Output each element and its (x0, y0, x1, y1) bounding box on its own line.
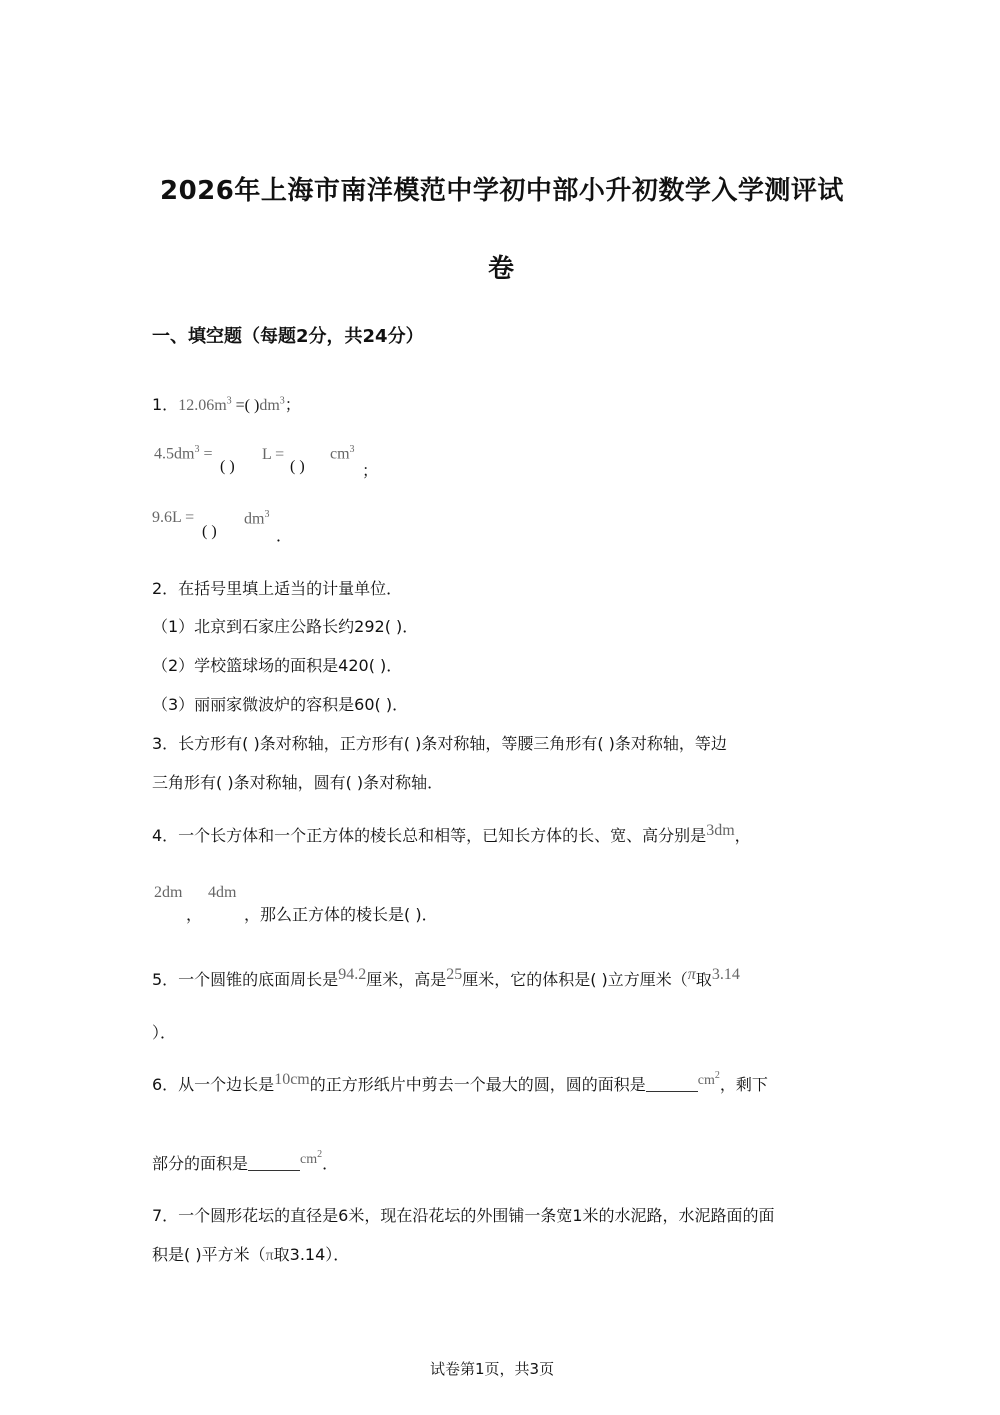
question-3-line-2: 三角形有( )条对称轴，圆有( )条对称轴． (152, 773, 444, 792)
q1b-unit-cm: $cm^3$ (330, 444, 355, 463)
question-4-line-2: ，那么正方体的棱长是( )． (244, 905, 438, 924)
math-value: 12.06m (178, 397, 227, 414)
section-heading-fill-in: 一、填空题（每题2分，共24分） (152, 326, 424, 347)
question-7-line-2: 积是( )平方米（π取3.14）． (152, 1245, 350, 1264)
q1b-unit-L: L = (262, 446, 285, 463)
q1b-punctuation: ； (362, 461, 379, 480)
q1b-blank-2: ( ) (290, 458, 305, 475)
pi-symbol: π (265, 1247, 274, 1264)
q1c-blank: ( ) (202, 523, 217, 540)
answer-blank: =( ) (231, 397, 260, 414)
q4-comma: ， (186, 905, 203, 924)
question-2-item: （1）北京到石家庄公路长约292( )． (152, 617, 419, 636)
question-number: 1． (152, 395, 179, 414)
question-1-part-a (152, 392, 301, 415)
question-4-line-1: 4．一个长方体和一个正方体的棱长总和相等，已知长方体的长、宽、高分别是3dm， (152, 822, 751, 845)
q4-value-3: 4dm (208, 884, 237, 901)
q4-value-2: 2dm (154, 884, 183, 901)
exponent: 3 (226, 395, 232, 407)
exponent: 3 (279, 395, 285, 407)
punctuation: ； (284, 395, 301, 414)
question-6-line-1: 6．从一个边长是10cm的正方形纸片中剪去一个最大的圆，圆的面积是 $cm^2$，剩下 (152, 1069, 768, 1094)
question-7-line-1: 7．一个圆形花坛的直径是6米，现在沿花坛的外围铺一条宽1米的水泥路，水泥路面的面 (152, 1206, 775, 1225)
question-2-item: （2）学校篮球场的面积是420( )． (152, 656, 403, 675)
math-unit: dm (259, 397, 280, 414)
pi-symbol: π (687, 966, 696, 983)
q1c-punctuation: ． (276, 526, 293, 545)
question-3-line-1: 3．长方形有( )条对称轴，正方形有( )条对称轴，等腰三角形有( )条对称轴，等边 (152, 734, 727, 753)
question-6-line-2: 部分的面积是 $cm^2$． (152, 1148, 339, 1173)
answer-blank (646, 1075, 698, 1092)
q1c-unit: $dm^3$ (244, 509, 270, 528)
page-footer: 试卷第1页，共3页 (430, 1360, 555, 1378)
question-5-line-2: ）． (152, 1023, 177, 1042)
question-2-stem: 2．在括号里填上适当的计量单位． (152, 579, 403, 598)
page-title-continued: 卷 (488, 254, 515, 284)
math-value: 3dm (706, 822, 735, 839)
question-5-line-1: 5．一个圆锥的底面周长是94.2厘米，高是25厘米，它的体积是( )立方厘米（π取3.14 (152, 966, 740, 989)
q1b-value: $4.5dm^3$ = (154, 444, 213, 463)
q1c-value: 9.6L = (152, 509, 195, 526)
answer-blank (248, 1154, 300, 1171)
q1b-blank-1: ( ) (220, 458, 235, 475)
page-title: 2026年上海市南洋模范中学初中部小升初数学入学测评试 (160, 176, 844, 206)
question-2-item: （3）丽丽家微波炉的容积是60( )． (152, 695, 409, 714)
